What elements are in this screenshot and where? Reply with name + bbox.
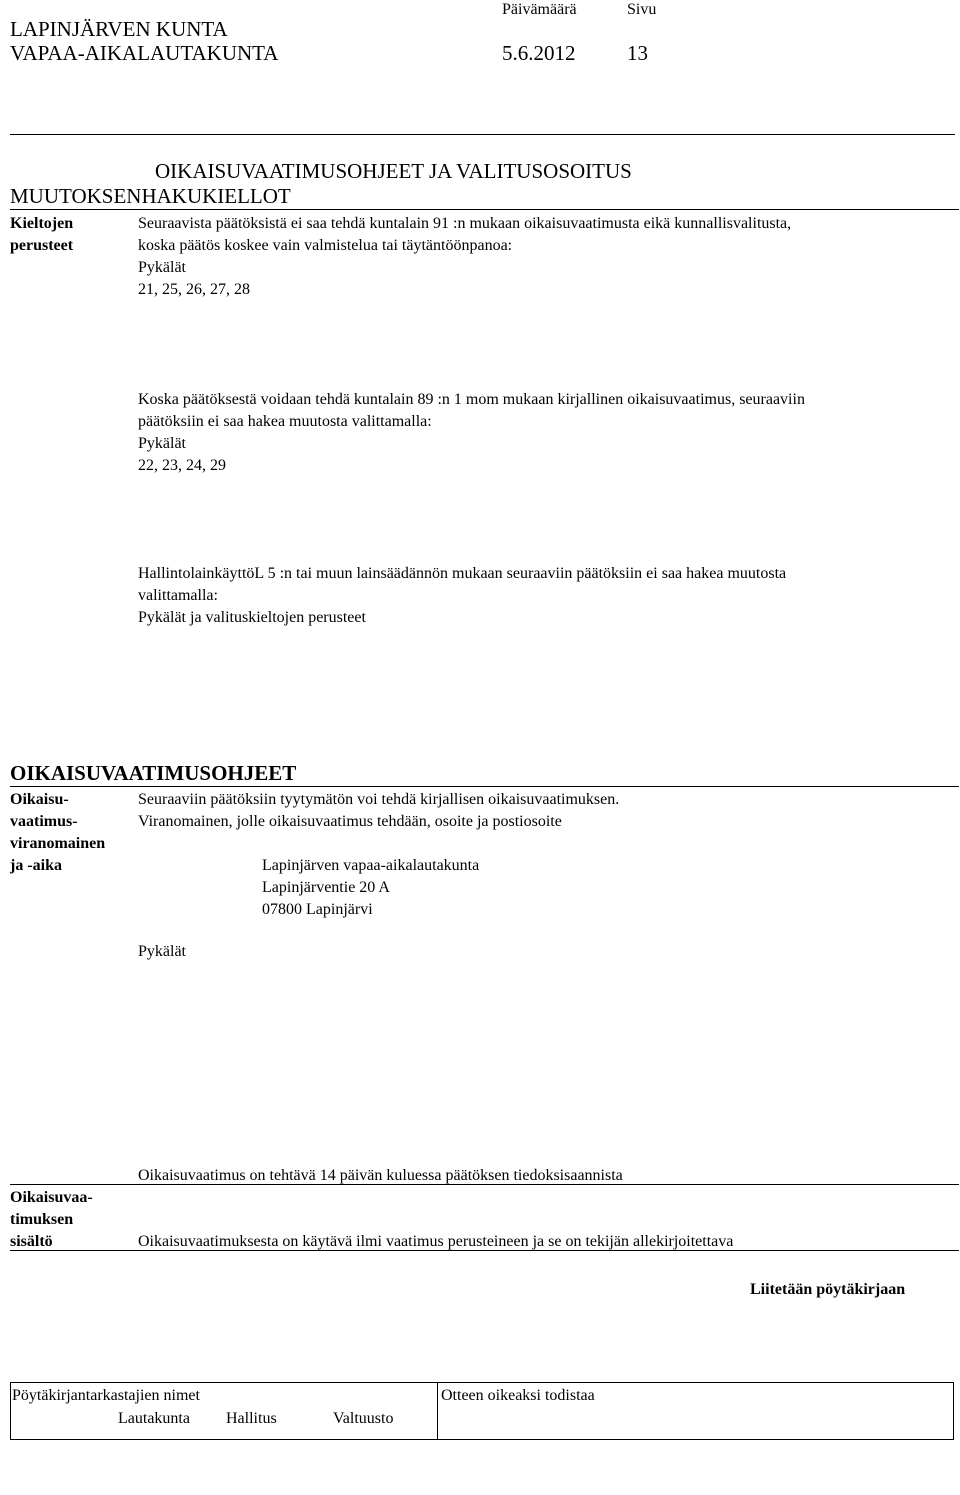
footer-col-valtuusto: Valtuusto: [333, 1410, 394, 1427]
paragraph1-line1: Seuraavista päätöksistä ei saa tehdä kuntalain 91 :n mukaan oikaisuvaatimusta eikä kunnallisvalitusta,: [138, 215, 792, 232]
department-name: VAPAA-AIKALAUTAKUNTA: [10, 41, 279, 65]
side-label-kieltojen: Kieltojen: [10, 215, 74, 232]
content-label-oikaisuvaa: Oikaisuvaa-: [10, 1189, 93, 1206]
address-line3: 07800 Lapinjärvi: [262, 901, 373, 918]
paragraph3-label: Pykälät ja valituskieltojen perusteet: [138, 609, 366, 626]
content-label-timuksen: timuksen: [10, 1211, 74, 1228]
paragraph3-line1: HallintolainkäyttöL 5 :n tai muun lainsäädännön mukaan seuraaviin päätöksiin ei saa hakea muutosta: [138, 565, 787, 582]
section2-line2: Viranomainen, jolle oikaisuvaatimus tehdään, osoite ja postiosoite: [138, 813, 562, 830]
footer-col-lautakunta: Lautakunta: [118, 1410, 190, 1427]
footer-column-divider: [437, 1382, 438, 1440]
section-heading-muutoksenhakukiellot: MUUTOKSENHAKUKIELLOT: [10, 184, 291, 208]
paragraph1-pykalat-label: Pykälät: [138, 259, 186, 276]
deadline-text: Oikaisuvaatimus on tehtävä 14 päivän kuluessa päätöksen tiedoksisaannista: [138, 1167, 623, 1184]
side-label-vaatimus: vaatimus-: [10, 813, 78, 830]
section2-line1: Seuraaviin päätöksiin tyytymätön voi tehdä kirjallisen oikaisuvaatimuksen.: [138, 791, 620, 808]
page-label: Sivu: [627, 1, 657, 18]
content-divider-top: [10, 1184, 959, 1185]
side-label-oikaisu: Oikaisu-: [10, 791, 69, 808]
page-number: 13: [627, 41, 648, 65]
paragraph1-pykalat-values: 21, 25, 26, 27, 28: [138, 281, 250, 298]
address-line1: Lapinjärven vapaa-aikalautakunta: [262, 857, 480, 874]
content-label-sisalto: sisältö: [10, 1233, 53, 1250]
paragraph2-pykalat-label: Pykälät: [138, 435, 186, 452]
paragraph3-line2: valittamalla:: [138, 587, 218, 604]
content-text: Oikaisuvaatimuksesta on käytävä ilmi vaatimus perusteineen ja se on tekijän allekirjoitettava: [138, 1233, 734, 1250]
date-label: Päivämäärä: [502, 1, 577, 18]
paragraph2-line2: päätöksiin ei saa hakea muutosta valittamalla:: [138, 413, 432, 430]
side-label-perusteet: perusteet: [10, 237, 74, 254]
section1-divider: [10, 209, 959, 210]
organization-name: LAPINJÄRVEN KUNTA: [10, 17, 228, 41]
content-divider-bottom: [10, 1250, 959, 1251]
page-title: OIKAISUVAATIMUSOHJEET JA VALITUSOSOITUS: [155, 159, 632, 183]
side-label-ja-aika: ja -aika: [10, 857, 62, 874]
section2-pykalat-label: Pykälät: [138, 943, 186, 960]
paragraph2-line1: Koska päätöksestä voidaan tehdä kuntalain 89 :n 1 mom mukaan kirjallinen oikaisuvaatimus, seuraaviin: [138, 391, 805, 408]
footer-col-hallitus: Hallitus: [226, 1410, 277, 1427]
copy-certified-label: Otteen oikeaksi todistaa: [441, 1387, 595, 1404]
paragraph1-line2: koska päätös koskee vain valmistelua tai täytäntöönpanoa:: [138, 237, 513, 254]
inspectors-label: Pöytäkirjantarkastajien nimet: [12, 1387, 200, 1404]
attachment-note: Liitetään pöytäkirjaan: [750, 1281, 906, 1298]
section2-divider: [10, 786, 959, 787]
header-divider: [10, 134, 955, 135]
side-label-viranomainen: viranomainen: [10, 835, 106, 852]
document-date: 5.6.2012: [502, 41, 576, 65]
paragraph2-pykalat-values: 22, 23, 24, 29: [138, 457, 226, 474]
address-line2: Lapinjärventie 20 A: [262, 879, 390, 896]
section-heading-oikaisuvaatimusohjeet: OIKAISUVAATIMUSOHJEET: [10, 761, 297, 785]
